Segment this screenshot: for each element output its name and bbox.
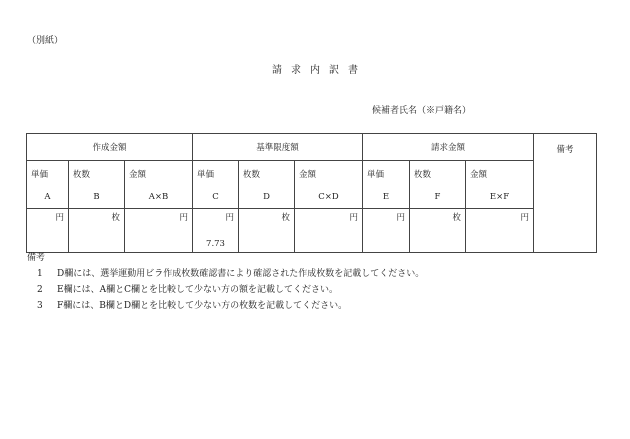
header-key: A×B — [148, 192, 169, 202]
value-cell-b[interactable] — [69, 209, 125, 253]
group-header-standard-limit: 基準限度額 — [193, 134, 363, 161]
value-cell-cxd[interactable] — [295, 209, 363, 253]
value-cell-exf[interactable] — [466, 209, 534, 253]
remarks-column — [534, 134, 597, 253]
header-key: B — [93, 192, 100, 202]
note-number: 3 — [37, 301, 43, 311]
header-key: A — [44, 192, 51, 202]
unit-label: 円 — [396, 213, 405, 223]
note-text: F欄には、B欄とD欄とを比較して少ない方の枚数を記載してください。 — [57, 301, 348, 311]
attachment-label: （別紙） — [27, 36, 64, 46]
header-label: 単価 — [31, 170, 49, 180]
unit-label: 円 — [55, 213, 64, 223]
header-label: 枚数 — [73, 170, 91, 180]
page-title: 請求内訳書 — [272, 65, 367, 76]
header-key: E — [382, 192, 390, 202]
header-label: 金額 — [299, 170, 317, 180]
note-number: 1 — [37, 269, 43, 279]
unit-price-c-value: 7.73 — [206, 239, 225, 249]
value-cell-e[interactable] — [363, 209, 410, 253]
header-cell-exf — [466, 161, 534, 209]
header-label: 金額 — [129, 170, 147, 180]
header-key: C — [212, 192, 219, 202]
note-item — [37, 286, 338, 295]
header-cell-f — [410, 161, 466, 209]
header-label: 枚数 — [243, 170, 261, 180]
header-cell-c — [193, 161, 239, 209]
header-key: D — [263, 192, 270, 202]
unit-label: 枚 — [452, 213, 461, 223]
notes-heading: 備考 — [27, 253, 46, 263]
header-label: 単価 — [197, 170, 215, 180]
unit-label: 枚 — [281, 213, 290, 223]
unit-label: 円 — [349, 213, 358, 223]
header-cell-d — [239, 161, 295, 209]
billing-breakdown-table — [26, 133, 597, 253]
candidate-name-label: 候補者氏名（※戸籍名） — [372, 106, 472, 116]
note-item — [37, 302, 347, 311]
header-cell-a — [27, 161, 69, 209]
header-key: F — [434, 192, 441, 202]
value-cell-axb[interactable] — [125, 209, 193, 253]
note-text: D欄には、選挙運動用ビラ作成枚数確認書により確認された作成枚数を記載してください。 — [57, 269, 425, 279]
header-cell-cxd — [295, 161, 363, 209]
remarks-header: 備考 — [556, 145, 574, 155]
note-text: E欄には、A欄とC欄とを比較して少ない方の額を記載してください。 — [57, 285, 338, 295]
unit-label: 円 — [520, 213, 529, 223]
header-key: C×D — [318, 192, 339, 202]
unit-label: 枚 — [111, 213, 120, 223]
header-cell-axb — [125, 161, 193, 209]
note-item — [37, 270, 424, 279]
note-number: 2 — [37, 285, 43, 295]
value-cell-f[interactable] — [410, 209, 466, 253]
group-header-claim-amount: 請求金額 — [363, 134, 534, 161]
value-cell-a[interactable] — [27, 209, 69, 253]
header-label: 単価 — [367, 170, 385, 180]
header-cell-e — [363, 161, 410, 209]
unit-label: 円 — [225, 213, 234, 223]
header-cell-b — [69, 161, 125, 209]
header-label: 金額 — [470, 170, 488, 180]
group-header-creation-amount: 作成金額 — [27, 134, 193, 161]
header-key: E×F — [489, 192, 510, 202]
unit-label: 円 — [179, 213, 188, 223]
value-cell-c — [193, 209, 239, 253]
header-label: 枚数 — [414, 170, 432, 180]
value-cell-d[interactable] — [239, 209, 295, 253]
